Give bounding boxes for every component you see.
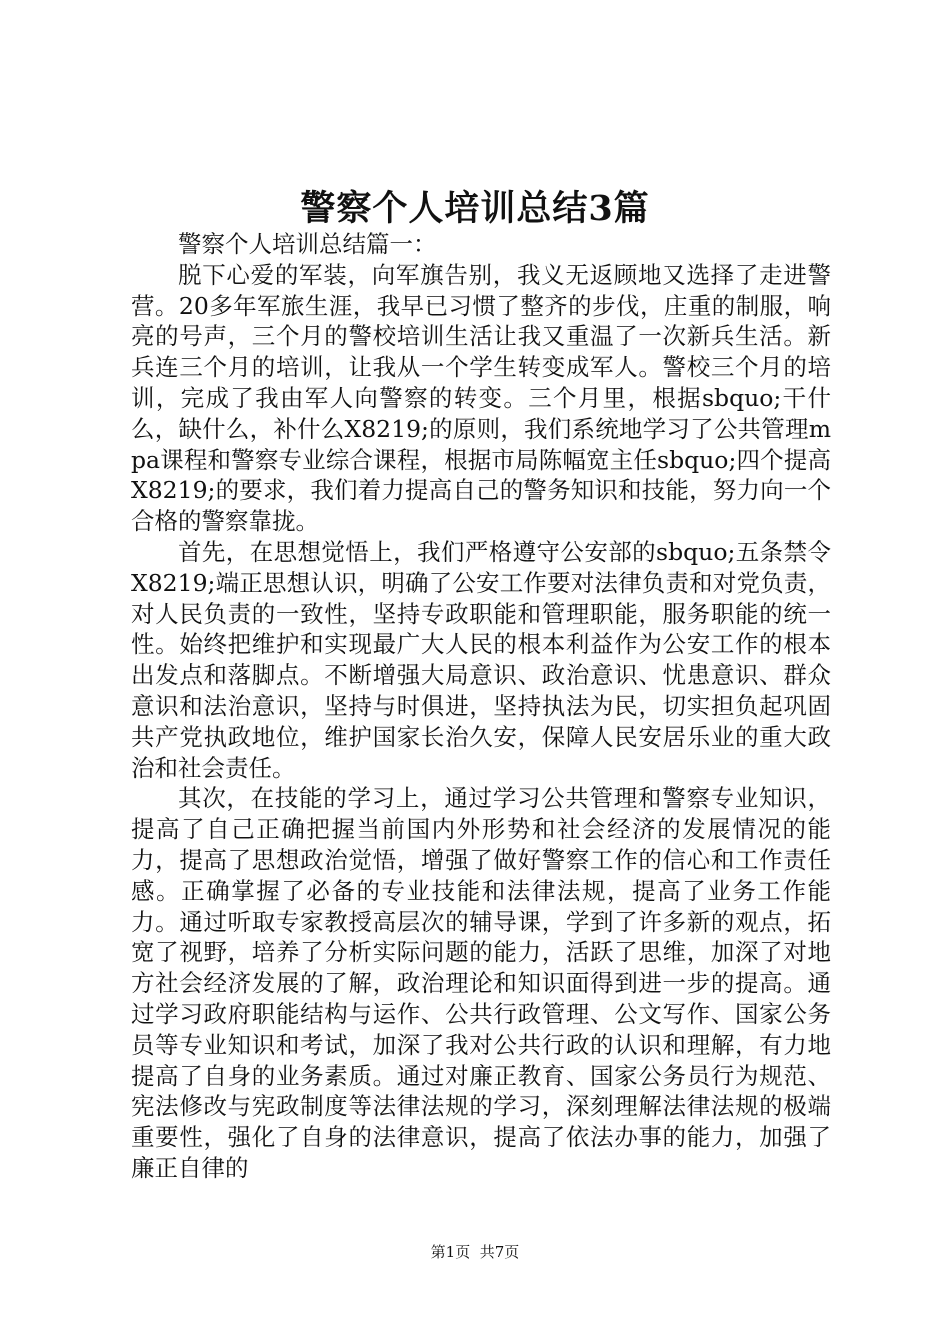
paragraph-skills: 其次，在技能的学习上，通过学习公共管理和警察专业知识，提高了自己正确把握当前国内外形势和社会经济的发展情况的能力，提高了思想政治觉悟，增强了做好警察工作的信心和工作责任感。正确掌握了必备的专业技能和法律法规，提高了业务工作能力。通过听取专家教授高层次的辅导课，学到了许多新的观点，拓宽了视野，培养了分析实际问题的能力，活跃了思维，加深了对地方社会经济发展的了解，政治理论和知识面得到进一步的提高。通过学习政府职能结构与运作、公共行政管理、公文写作、国家公务员等专业知识和考试，加深了我对公共行政的认识和理解，有力地提高了自身的业务素质。通过对廉正教育、国家公务员行为规范、宪法修改与宪政制度等法律法规的学习，深刻理解法律法规的极端重要性，强化了自身的法律意识，提高了依法办事的能力，加强了廉正自律的 xyxy=(131,784,831,1182)
page-total: 共7页 xyxy=(479,1243,520,1261)
page-number: 第1页 xyxy=(430,1243,471,1261)
paragraph-intro: 脱下心爱的军装，向军旗告别，我义无返顾地又选择了走进警营。20多年军旅生涯，我早已习惯了整齐的步伐，庄重的制服，响亮的号声，三个月的警校培训生活让我又重温了一次新兵生活。新兵连三个月的培训，让我从一个学生转变成军人。警校三个月的培训，完成了我由军人向警察的转变。三个月里，根据sbquo;干什么，缺什么，补什么X8219;的原则，我们系统地学习了公共管理mpa课程和警察专业综合课程，根据市局陈幅宽主任sbquo;四个提高X8219;的要求，我们着力提高自己的警务知识和技能，努力向一个合格的警察靠拢。 xyxy=(131,260,831,536)
section-heading: 警察个人培训总结篇一： xyxy=(178,230,437,258)
page-footer xyxy=(0,1240,950,1264)
footer-separator xyxy=(470,1243,480,1261)
page-title: 警察个人培训总结3篇 xyxy=(300,188,650,229)
paragraph-ideology: 首先，在思想觉悟上，我们严格遵守公安部的sbquo;五条禁令X8219;端正思想认识，明确了公安工作要对法律负责和对党负责，对人民负责的一致性，坚持专政职能和管理职能，服务职能的统一性。始终把维护和实现最广大人民的根本利益作为公安工作的根本出发点和落脚点。不断增强大局意识、政治意识、忧患意识、群众意识和法治意识，坚持与时俱进，坚持执法为民，切实担负起巩固共产党执政地位，维护国家长治久安，保障人民安居乐业的重大政治和社会责任。 xyxy=(131,537,831,782)
document-body xyxy=(131,229,831,1184)
